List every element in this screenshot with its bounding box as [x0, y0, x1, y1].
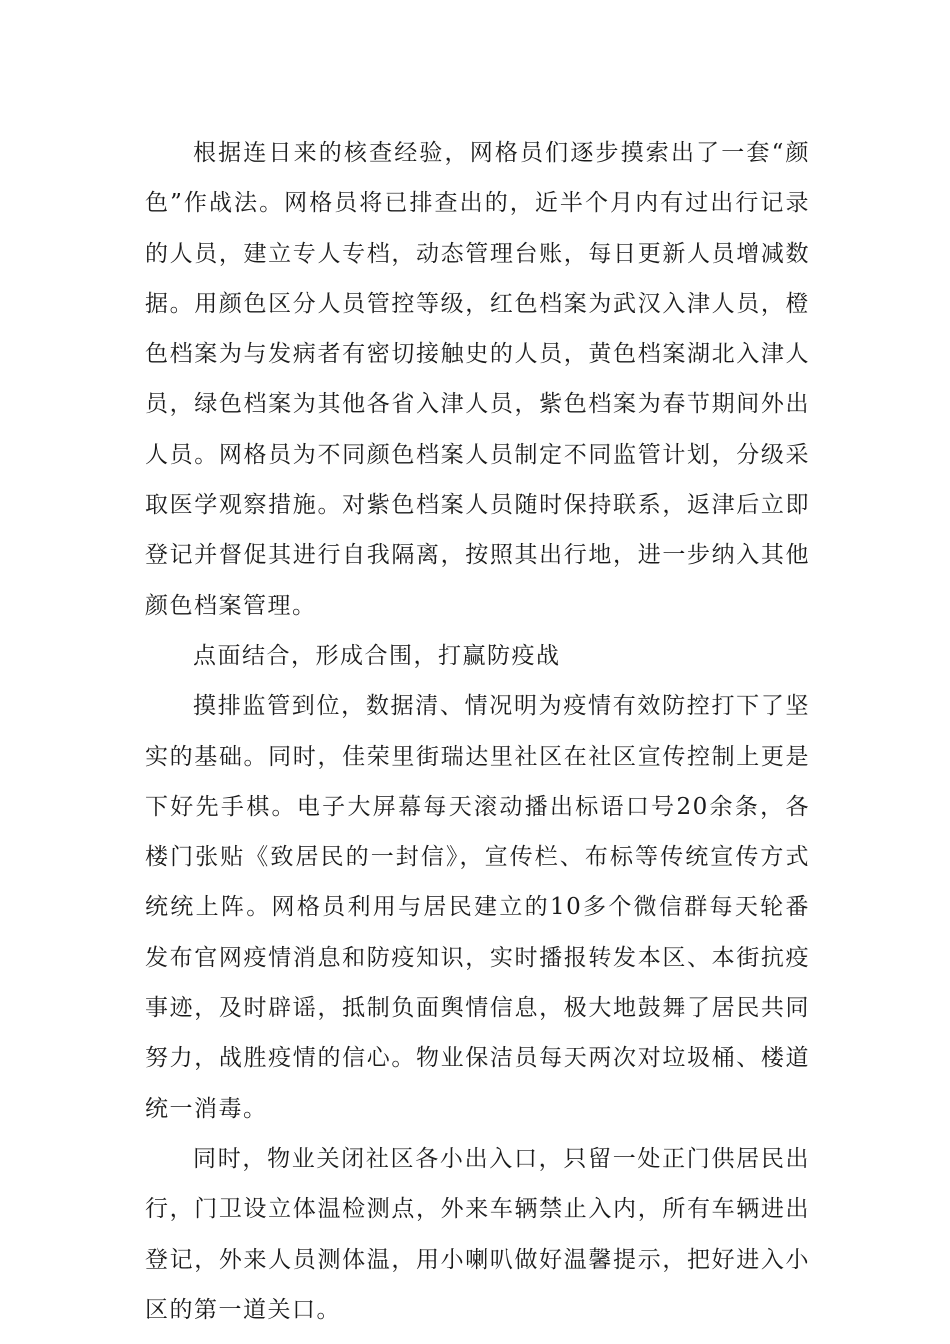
section-heading: 点面结合，形成合围，打赢防疫战 [193, 642, 561, 669]
paragraph-color-tactics: 根据连日来的核查经验，网格员们逐步摸索出了一套“颜色”作战法。网格员将已排查出的，近半个月内有过出行记录的人员，建立专人专档，动态管理台账，每日更新人员增减数据。用颜色区分人员管控等级，红色档案为武汉入津人员，橙色档案为与发病者有密切接触史的人员，黄色档案湖北入津人员，绿色档案为其他各省入津人员，紫色档案为春节期间外出人员。网格员为不同颜色档案人员制定不同监管计划，分级采取医学观察措施。对紫色档案人员随时保持联系，返津后立即登记并督促其进行自我隔离，按照其出行地，进一步纳入其他颜色档案管理。 [145, 140, 810, 619]
paragraph-publicity: 摸排监管到位，数据清、情况明为疫情有效防控打下了坚实的基础。同时，佳荣里街瑞达里社区在社区宣传控制上更是下好先手棋。电子大屏幕每天滚动播出标语口号20余条，各楼门张贴《致居民的一封信》，宣传栏、布标等传统宣传方式统统上阵。网格员利用与居民建立的10多个微信群每天轮番发布官网疫情消息和防疫知识，实时播报转发本区、本街抗疫事迹，及时辟谣，抵制负面舆情信息，极大地鼓舞了居民共同努力，战胜疫情的信心。物业保洁员每天两次对垃圾桶、楼道统一消毒。 [145, 693, 810, 1122]
paragraph-entrance-control: 同时，物业关闭社区各小出入口，只留一处正门供居民出行，门卫设立体温检测点，外来车辆禁止入内，所有车辆进出登记，外来人员测体温，用小喇叭做好温馨提示，把好进入小区的第一道关口。 [145, 1145, 810, 1323]
document-body [145, 128, 810, 1335]
